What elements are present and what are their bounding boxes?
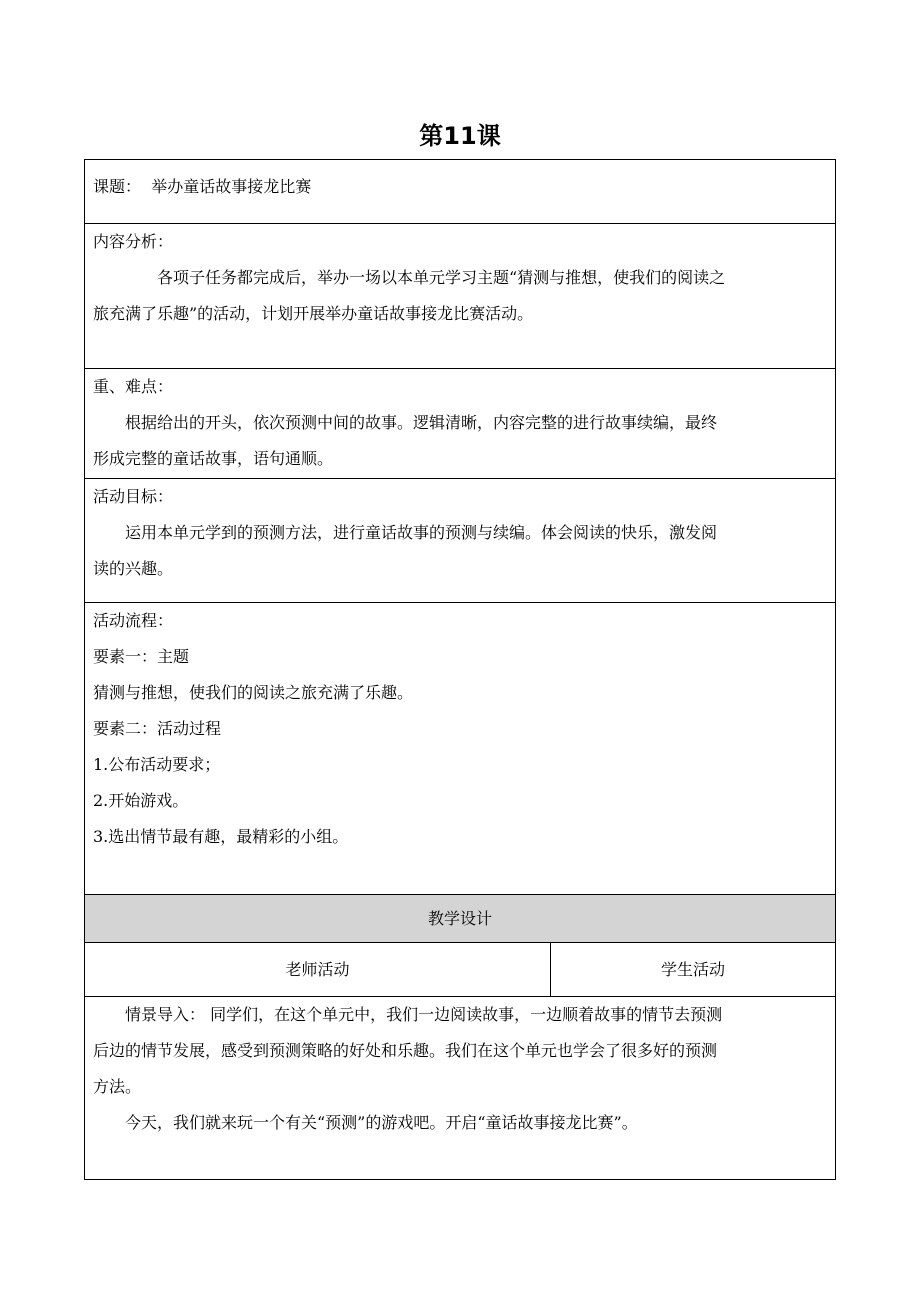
activity-flow-label: 活动流程： [93,611,174,630]
teacher-activity-header: 老师活动 [85,943,551,996]
content-analysis-line-1: 各项子任务都完成后，举办一场以本单元学习主题“猜测与推想，使我们的阅读之 [157,268,726,287]
lesson-plan-table [84,159,836,1180]
activity-goal-line-1: 运用本单元学到的预测方法，进行童话故事的预测与续编。体会阅读的快乐，激发阅 [125,523,718,542]
flow-step: 3.选出情节最有趣，最精彩的小组。 [93,827,349,846]
element-one-title: 要素一：主题 [93,647,190,666]
intro-line-2: 后边的情节发展，感受到预测策略的好处和乐趣。我们在这个单元也学会了很多好的预测 [93,1041,718,1060]
intro-line-4: 今天，我们就来玩一个有关“预测”的游戏吧。开启“童话故事接龙比赛”。 [125,1113,638,1132]
content-analysis-row [85,224,835,369]
element-two-title: 要素二：活动过程 [93,719,222,738]
flow-step: 2.开始游戏。 [93,791,189,810]
flow-step: 1.公布活动要求； [93,755,221,774]
topic-line [93,169,827,205]
teaching-design-header: 教学设计 [85,895,835,943]
key-points-row [85,369,835,479]
element-one-text: 猜测与推想，使我们的阅读之旅充满了乐趣。 [93,683,414,702]
content-analysis-label: 内容分析： [93,232,174,251]
intro-line-3: 方法。 [93,1077,142,1096]
key-points-line-2: 形成完整的童话故事，语句通顺。 [93,449,334,468]
activity-goal-row [85,479,835,603]
student-activity-header: 学生活动 [660,960,725,979]
intro-row [85,997,835,1179]
activity-flow-row [85,603,835,895]
activity-goal-line-2: 读的兴趣。 [93,559,174,578]
page-title: 第11课 [419,122,501,150]
intro-line-1: 情景导入： 同学们，在这个单元中，我们一边阅读故事，一边顺着故事的情节去预测 [125,1005,723,1024]
key-points-line-1: 根据给出的开头，依次预测中间的故事。逻辑清晰，内容完整的进行故事续编，最终 [125,413,718,432]
topic-row [85,169,835,224]
topic-value: 举办童话故事接龙比赛 [151,177,312,196]
topic-label: 课题： [93,177,142,196]
content-analysis-line-2: 旅充满了乐趣”的活动，计划开展举办童话故事接龙比赛活动。 [93,304,534,323]
key-points-label: 重、难点： [93,377,174,396]
column-headers-row [85,943,835,997]
activity-goal-label: 活动目标： [93,487,174,506]
